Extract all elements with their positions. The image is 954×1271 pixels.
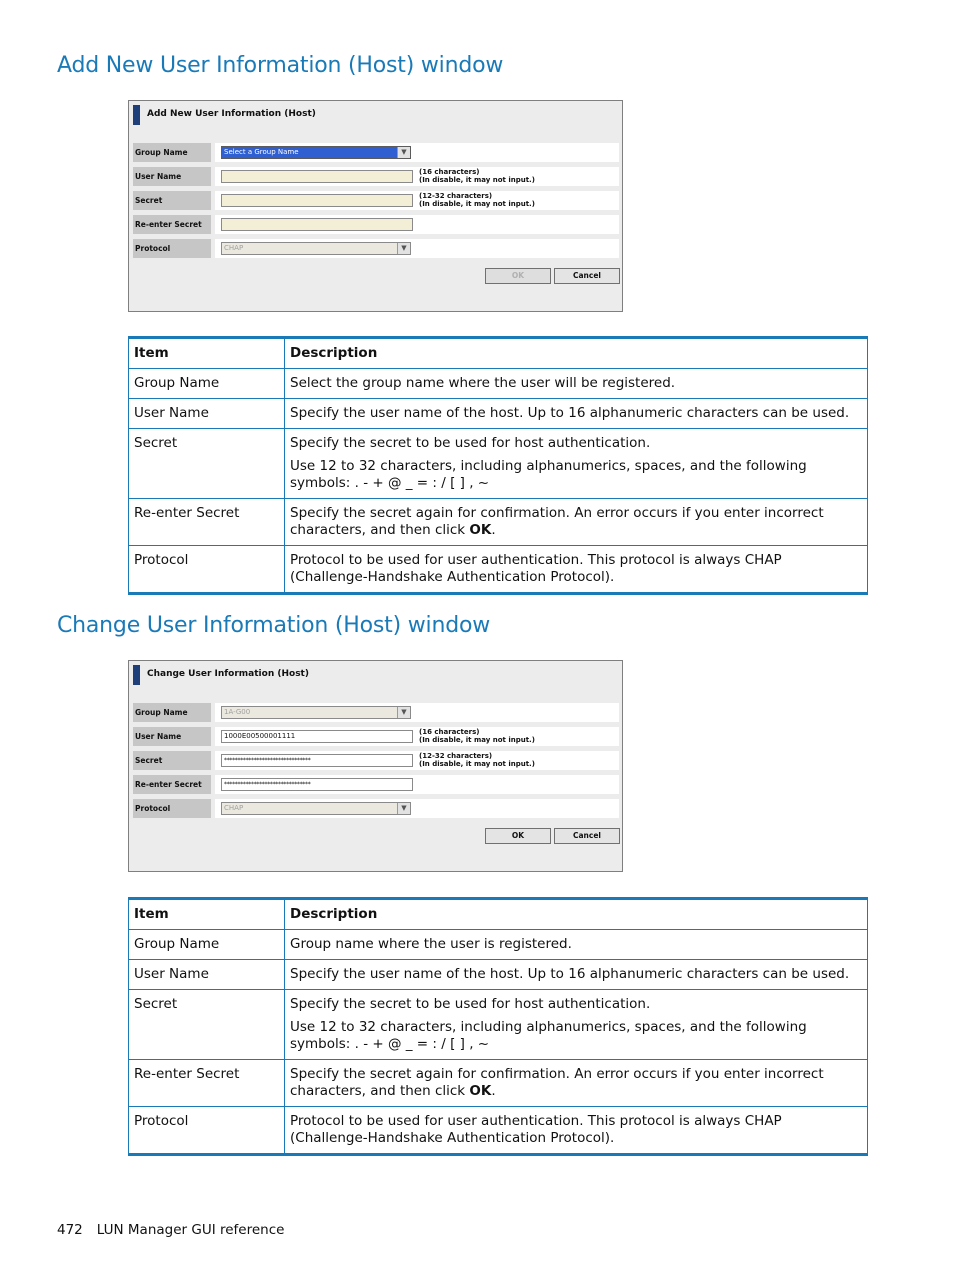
column-header-item: Item	[129, 899, 285, 930]
protocol-select	[221, 242, 411, 255]
ok-button[interactable]: OK	[485, 268, 551, 284]
group-name-label: Group Name	[133, 143, 211, 162]
column-header-description: Description	[285, 899, 868, 930]
protocol-label: Protocol	[133, 239, 211, 258]
table-row: Protocol Protocol to be used for user authentication. This protocol is always CHAP (Challenge-Handshake Authentication Protocol).	[129, 1107, 868, 1155]
cancel-button[interactable]: Cancel	[554, 268, 620, 284]
reenter-secret-row	[133, 775, 617, 795]
reenter-secret-label: Re-enter Secret	[133, 775, 211, 794]
table-row: Group Name Select the group name where the user will be registered.	[129, 369, 868, 399]
secret-input[interactable]	[221, 194, 413, 207]
group-name-row	[133, 143, 617, 163]
add-user-window	[128, 100, 623, 312]
window-title: Change User Information (Host)	[147, 669, 309, 679]
table-row: Re-enter Secret Specify the secret again for confirmation. An error occurs if you enter incorrect characters, and then click OK.	[129, 1060, 868, 1107]
column-header-item: Item	[129, 338, 285, 369]
reenter-secret-label: Re-enter Secret	[133, 215, 211, 234]
cancel-button[interactable]: Cancel	[554, 828, 620, 844]
ok-button[interactable]: OK	[485, 828, 551, 844]
page-footer	[57, 1222, 284, 1238]
protocol-select	[221, 802, 411, 815]
window-title: Add New User Information (Host)	[147, 109, 316, 119]
secret-label: Secret	[133, 191, 211, 210]
group-name-select-value: 1A-G00	[224, 708, 251, 716]
table-header-row	[129, 338, 868, 369]
table-header-row	[129, 899, 868, 930]
chevron-down-icon[interactable]: ▼	[397, 147, 410, 158]
add-user-description-table	[128, 336, 868, 595]
group-name-select[interactable]	[221, 146, 411, 159]
user-name-label: User Name	[133, 167, 211, 186]
change-user-window	[128, 660, 623, 872]
protocol-row	[133, 799, 617, 819]
section-title-change: Change User Information (Host) window	[57, 613, 491, 638]
protocol-select-value: CHAP	[224, 244, 244, 252]
table-row: User Name Specify the user name of the host. Up to 16 alphanumeric characters can be used.	[129, 960, 868, 990]
table-row: Group Name Group name where the user is registered.	[129, 930, 868, 960]
group-name-select-value: Select a Group Name	[224, 148, 299, 156]
protocol-select-value: CHAP	[224, 804, 244, 812]
table-row: User Name Specify the user name of the host. Up to 16 alphanumeric characters can be used.	[129, 399, 868, 429]
user-name-label: User Name	[133, 727, 211, 746]
table-row: Protocol Protocol to be used for user authentication. This protocol is always CHAP (Challenge-Handshake Authentication Protocol).	[129, 546, 868, 594]
page-number: 472	[57, 1222, 83, 1238]
window-title-bar-accent	[133, 665, 140, 685]
user-name-hint: (16 characters) (In disable, it may not input.)	[419, 168, 535, 184]
chevron-down-icon: ▼	[397, 707, 410, 718]
table-row: Secret Specify the secret to be used for host authentication. Use 12 to 32 characters, including alphanumerics, spaces, and the following symbols: . - + @ _ = : / [ ] , ~	[129, 429, 868, 499]
secret-label: Secret	[133, 751, 211, 770]
secret-hint: (12-32 characters) (In disable, it may not input.)	[419, 192, 535, 208]
user-name-input[interactable]	[221, 170, 413, 183]
secret-input[interactable]: ********************************	[221, 754, 413, 767]
user-name-row	[133, 167, 617, 187]
column-header-description: Description	[285, 338, 868, 369]
table-row: Secret Specify the secret to be used for host authentication. Use 12 to 32 characters, including alphanumerics, spaces, and the following symbols: . - + @ _ = : / [ ] , ~	[129, 990, 868, 1060]
window-title-bar-accent	[133, 105, 140, 125]
user-name-row	[133, 727, 617, 747]
table-row: Re-enter Secret Specify the secret again for confirmation. An error occurs if you enter incorrect characters, and then click OK.	[129, 499, 868, 546]
secret-row	[133, 751, 617, 771]
group-name-select	[221, 706, 411, 719]
chevron-down-icon: ▼	[397, 243, 410, 254]
secret-hint: (12-32 characters) (In disable, it may not input.)	[419, 752, 535, 768]
protocol-label: Protocol	[133, 799, 211, 818]
reenter-secret-input[interactable]: ********************************	[221, 778, 413, 791]
user-name-input[interactable]: 1000E00500001111	[221, 730, 413, 743]
footer-text: LUN Manager GUI reference	[96, 1222, 285, 1238]
group-name-row	[133, 703, 617, 723]
section-title-add: Add New User Information (Host) window	[57, 53, 504, 78]
reenter-secret-row	[133, 215, 617, 235]
reenter-secret-input[interactable]	[221, 218, 413, 231]
protocol-row	[133, 239, 617, 259]
chevron-down-icon: ▼	[397, 803, 410, 814]
change-user-description-table	[128, 897, 868, 1156]
group-name-label: Group Name	[133, 703, 211, 722]
secret-row	[133, 191, 617, 211]
user-name-hint: (16 characters) (In disable, it may not input.)	[419, 728, 535, 744]
